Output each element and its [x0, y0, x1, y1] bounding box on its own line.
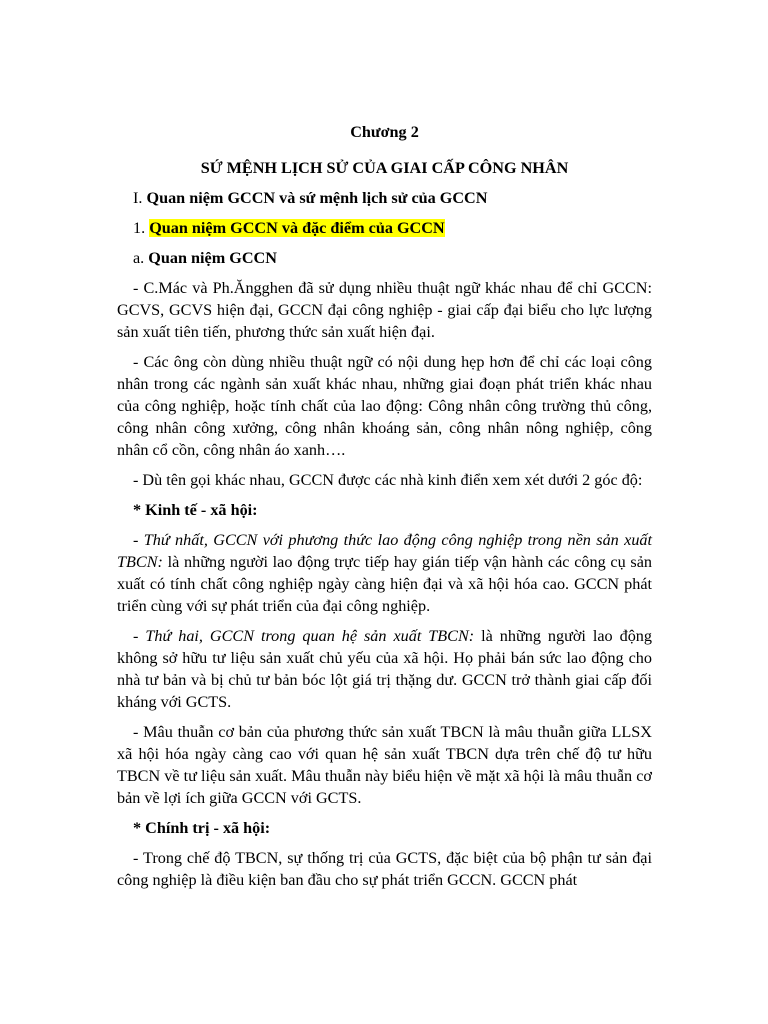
chapter-title: SỨ MỆNH LỊCH SỬ CỦA GIAI CẤP CÔNG NHÂN — [200, 159, 569, 177]
paragraph-italic-lead: - Thứ nhất, GCCN với phương thức lao động công nghiệp trong nền sản xuất TBCN: — [117, 531, 652, 571]
subheading-political-social: * Chính trị - xã hội: — [133, 819, 271, 837]
section-number: 1. — [133, 219, 146, 237]
paragraph-text: là những người lao động trực tiếp hay gián tiếp vận hành các công cụ sản xuất có tính chất công nghiệp ngày càng hiện đại và xã hội hóa cao. GCCN phát triển cùng với sự phát triển của đại công nghiệp. — [117, 553, 652, 615]
document-body — [117, 121, 652, 899]
section-title: Quan niệm GCCN và sứ mệnh lịch sử của GCCN — [146, 189, 488, 207]
paragraph — [117, 625, 652, 713]
paragraph: - Các ông còn dùng nhiều thuật ngữ có nội dung hẹp hơn để chỉ các loại công nhân trong các ngành sản xuất khác nhau, những giai đoạn phát triển khác nhau của công nghiệp, hoặc tính chất của lao động: Công nhân công trường thủ công, công nhân công xưởng, công nhân khoáng sản, công nhân nông nghiệp, công nhân cổ cồn, công nhân áo xanh…. — [117, 353, 652, 459]
paragraph: - C.Mác và Ph.Ăngghen đã sử dụng nhiều thuật ngữ khác nhau để chỉ GCCN: GCVS, GCVS hiện đại, GCCN đại công nghiệp - giai cấp đại biểu cho lực lượng sản xuất tiên tiến, phương thức sản xuất hiện đại. — [117, 279, 652, 341]
paragraph-italic-lead: - Thứ hai, GCCN trong quan hệ sản xuất TBCN: — [133, 627, 475, 645]
paragraph: - Trong chế độ TBCN, sự thống trị của GCTS, đặc biệt của bộ phận tư sản đại công nghiệp là điều kiện ban đầu cho sự phát triển GCCN. GCCN phát — [117, 849, 652, 889]
section-number: I. — [133, 189, 143, 207]
section-heading-I — [117, 187, 652, 209]
section-heading-1 — [117, 217, 652, 239]
section-heading-a — [117, 247, 652, 269]
paragraph-text: là những người lao động không sở hữu tư liệu sản xuất chủ yếu của xã hội. Họ phải bán sức lao động cho nhà tư bản và bị chủ tư bản bóc lột giá trị thặng dư. GCCN trở thành giai cấp đối kháng với GCTS. — [117, 627, 652, 711]
highlighted-section-title: Quan niệm GCCN và đặc điểm của GCCN — [149, 219, 445, 237]
paragraph: - Dù tên gọi khác nhau, GCCN được các nhà kinh điển xem xét dưới 2 góc độ: — [133, 471, 643, 489]
section-number: a. — [133, 249, 145, 267]
chapter-heading: Chương 2 — [350, 123, 419, 141]
section-title: Quan niệm GCCN — [148, 249, 277, 267]
paragraph — [117, 529, 652, 617]
subheading-economic-social: * Kinh tế - xã hội: — [133, 501, 258, 519]
paragraph: - Mâu thuẫn cơ bản của phương thức sản xuất TBCN là mâu thuẫn giữa LLSX xã hội hóa ngày càng cao với quan hệ sản xuất TBCN dựa trên chế độ tư hữu TBCN về tư liệu sản xuất. Mâu thuẫn này biểu hiện về mặt xã hội là mâu thuẫn cơ bản về lợi ích giữa GCCN với GCTS. — [117, 723, 652, 807]
